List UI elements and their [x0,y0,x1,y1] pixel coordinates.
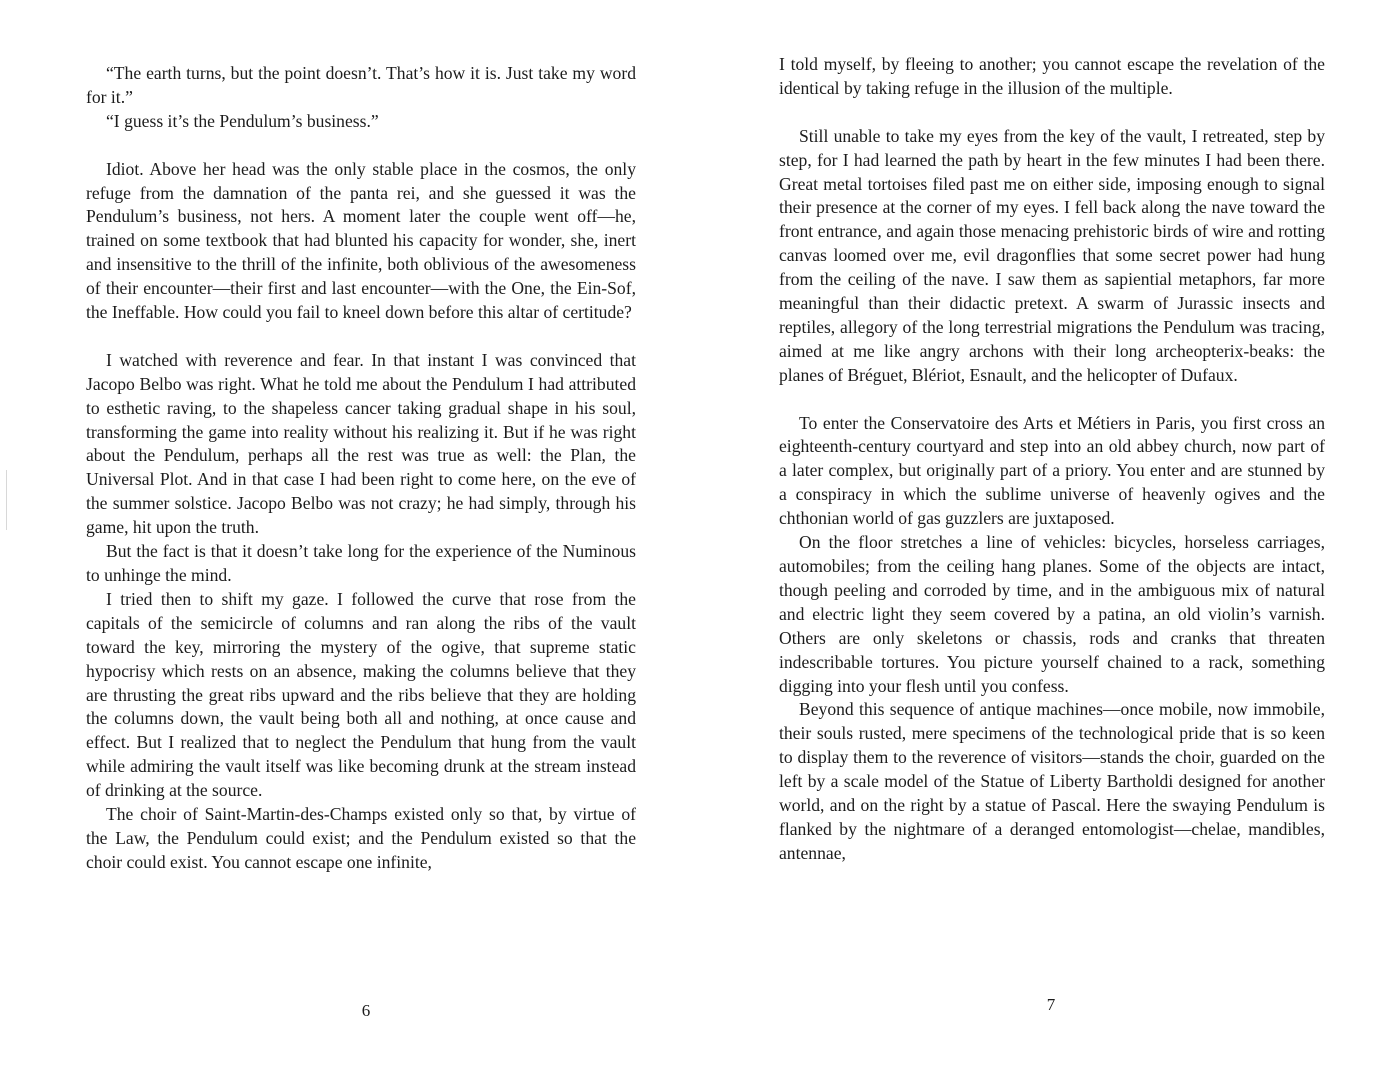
paragraph: On the floor stretches a line of vehicles: bicycles, horseless carriages, automobiles; from the ceiling hang planes. Some of the objects are intact, though peeling and corroded by time, and in the ambiguous mix of natural and electric light they seem covered by a patina, an old violin’s varnish. Others are only skeletons or chassis, rods and cranks that threaten indescribable tortures. You picture yourself chained to a rack, something digging into your flesh until you confess. [779,532,1325,696]
paragraph: “The earth turns, but the point doesn’t. That’s how it is. Just take my word for it.” [86,63,636,107]
page-edge-mark [6,470,7,530]
page-number-right: 7 [1046,995,1056,1014]
left-page-text [86,62,636,875]
right-page [697,0,1394,1080]
paragraph: But the fact is that it doesn’t take long for the experience of the Numinous to unhinge the mind. [86,541,636,585]
paragraph: Beyond this sequence of antique machines—once mobile, now immobile, their souls rusted, mere specimens of the technological pride that is so keen to display them to the reverence of visitors—stands the choir, guarded on the left by a scale model of the Statue of Liberty Bartholdi designed for another world, and on the right by a statue of Pascal. Here the swaying Pendulum is flanked by the nightmare of a deranged entomologist—chelae, mandibles, antennae, [779,699,1325,863]
paragraph: “I guess it’s the Pendulum’s business.” [106,110,379,131]
page-number-left: 6 [361,1001,371,1020]
paragraph: I watched with reverence and fear. In that instant I was convinced that Jacopo Belbo was right. What he told me about the Pendulum I had attributed to esthetic raving, to the shapeless cancer taking gradual shape in his soul, transforming the game into reality without his realizing it. But if he was right about the Pendulum, perhaps all the rest was true as well: the Plan, the Universal Plot. And in that case I had been right to come here, on the eve of the summer solstice. Jacopo Belbo was not crazy; he had simply, through his game, hit upon the truth. [86,349,636,538]
paragraph: Still unable to take my eyes from the key of the vault, I retreated, step by step, for I had learned the path by heart in the few minutes I had been there. Great metal tortoises filed past me on either side, imposing enough to signal their presence at the corner of my eyes. I fell back along the nave toward the front entrance, and again those menacing prehistoric birds of wire and rotting canvas loomed over me, evil dragonflies that some secret power had hung from the ceiling of the nave. I saw them as sapiential metaphors, far more meaningful than their didactic pretext. A swarm of Jurassic insects and reptiles, allegory of the long terrestrial migrations the Pendulum was tracing, aimed at me like angry archons with their long archeopterix-beaks: the planes of Bréguet, Blériot, Esnault, and the helicopter of Dufaux. [779,125,1325,385]
paragraph-continued: I told myself, by fleeing to another; you cannot escape the revelation of the identical by taking refuge in the illusion of the multiple. [779,54,1325,98]
paragraph: To enter the Conservatoire des Arts et Métiers in Paris, you first cross an eighteenth-century courtyard and step into an old abbey church, now part of a later complex, but originally part of a priory. You enter and are stunned by a conspiracy in which the sublime universe of heavenly ogives and the chthonian world of gas guzzlers are juxtaposed. [779,412,1325,529]
paragraph: Idiot. Above her head was the only stable place in the cosmos, the only refuge from the damnation of the panta rei, and she guessed it was the Pendulum’s business, not hers. A moment later the couple went off—he, trained on some textbook that had blunted his capacity for wonder, she, inert and insensitive to the thrill of the infinite, both oblivious of the awesomeness of their encounter—their first and last encounter—with the One, the Ein-Sof, the Ineffable. How could you fail to kneel down before this altar of certitude? [86,158,636,323]
paragraph: I tried then to shift my gaze. I followed the curve that rose from the capitals of the semicircle of columns and ran along the ribs of the vault toward the key, mirroring the mystery of the ogive, that supreme static hypocrisy which rests on an absence, making the columns believe that they are thrusting the great ribs upward and the ribs believe that they are holding the columns down, the vault being both all and nothing, at once cause and effect. But I realized that to neglect the Pendulum that hung from the vault while admiring the vault itself was like becoming drunk at the stream instead of drinking at the source. [86,588,636,801]
paragraph: The choir of Saint-Martin-des-Champs existed only so that, by virtue of the Law, the Pendulum could exist; and the Pendulum existed so that the choir could exist. You cannot escape one infinite, [86,804,636,872]
right-page-text [779,53,1325,866]
